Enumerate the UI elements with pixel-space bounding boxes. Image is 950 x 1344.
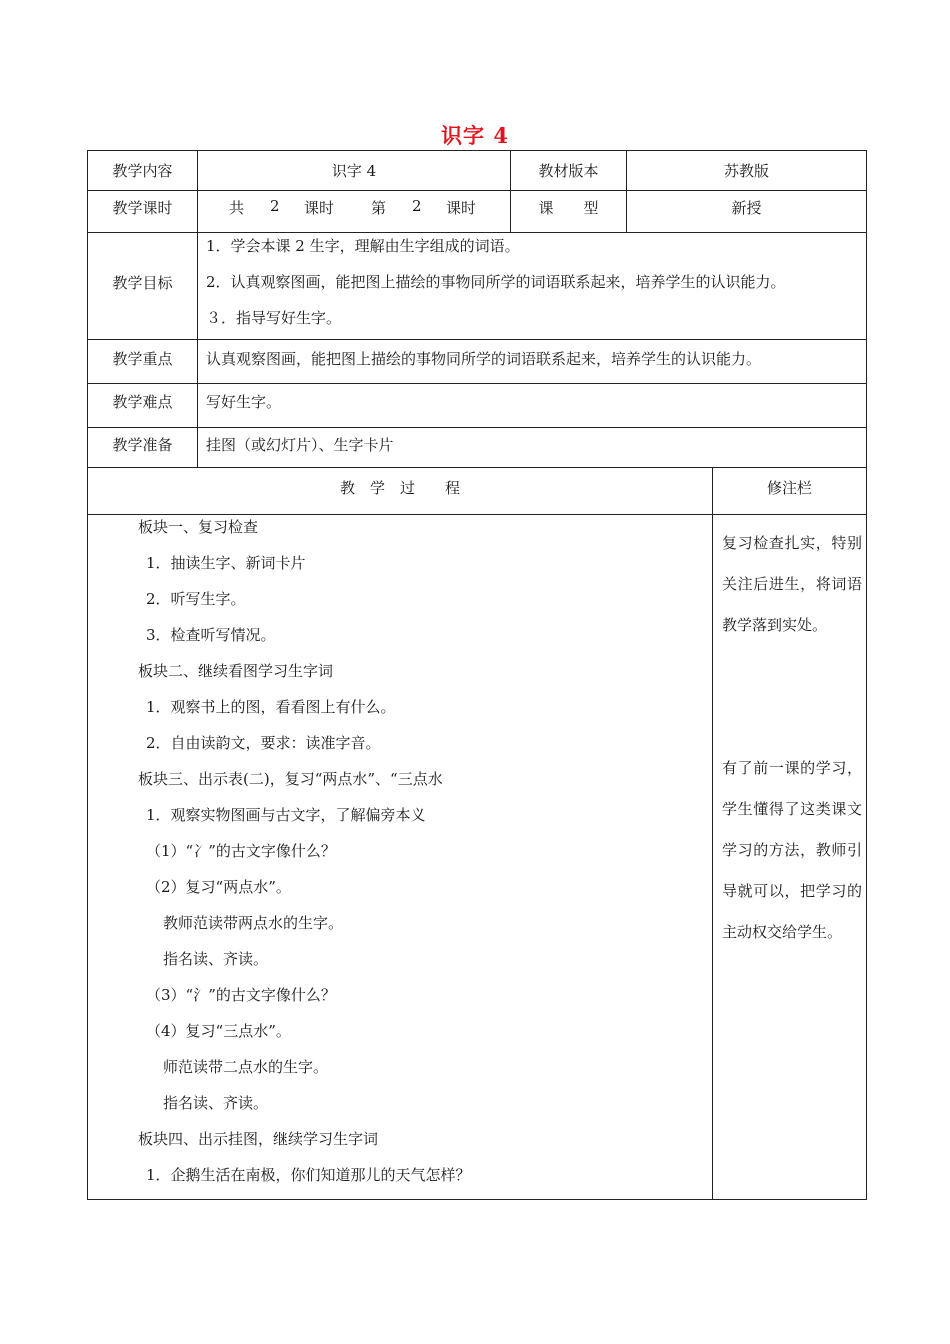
preparation-label: 教学准备	[112, 436, 173, 454]
col-divider	[197, 150, 198, 468]
table-border-bottom	[87, 1199, 867, 1200]
process-line: 师范读带二点水的生字。	[163, 1058, 329, 1076]
row-divider	[87, 383, 867, 384]
process-line: （3）“氵”的古文字像什么？	[146, 986, 336, 1004]
table-border-left	[87, 150, 88, 1200]
notes-header: 修注栏	[766, 479, 812, 497]
row-divider	[87, 514, 867, 515]
goal-item: ３．指导写好生字。	[206, 309, 342, 327]
content-value: 识字 4	[331, 162, 377, 180]
process-line: 板块一、复习检查	[138, 518, 259, 536]
process-line: 1．企鹅生活在南极，你们知道那儿的天气怎样？	[146, 1166, 471, 1184]
edition-label: 教材版本	[538, 162, 599, 180]
type-label: 课 型	[538, 199, 599, 217]
process-line: （1）“冫”的古文字像什么？	[146, 842, 336, 860]
row-divider	[87, 339, 867, 340]
process-line: 指名读、齐读。	[163, 1094, 269, 1112]
edition-value: 苏教版	[723, 162, 769, 180]
process-line: 板块四、出示挂图，继续学习生字词	[138, 1130, 379, 1148]
process-line: 教师范读带两点水的生字。	[163, 914, 344, 932]
process-line: 3．检查听写情况。	[146, 626, 276, 644]
hours-total: 2	[270, 197, 280, 215]
goals-label: 教学目标	[112, 274, 173, 292]
focus-label: 教学重点	[112, 350, 173, 368]
focus-value: 认真观察图画，能把图上描绘的事物同所学的词语联系起来，培养学生的认识能力。	[206, 350, 762, 368]
process-line: （4）复习“三点水”。	[146, 1022, 291, 1040]
hours-unit: 课时	[446, 199, 477, 217]
process-header: 教 学 过 程	[339, 479, 460, 497]
difficulty-label: 教学难点	[112, 393, 173, 411]
process-line: 2．自由读韵文，要求：读准字音。	[146, 734, 381, 752]
goal-item: 1．学会本课 2 生字，理解由生字组成的词语。	[206, 237, 520, 255]
table-border-top	[87, 150, 867, 151]
table-border-right	[866, 150, 867, 1200]
process-line: 1．抽读生字、新词卡片	[146, 554, 306, 572]
hours-index: 2	[412, 197, 422, 215]
row-divider	[87, 427, 867, 428]
type-value: 新授	[731, 199, 762, 217]
hours-index-prefix: 第	[371, 199, 387, 217]
row-divider	[87, 232, 867, 233]
note-text: 有了前一课的学习，学生懂得了这类课文学习的方法，教师引导就可以，把学习的主动权交给学生。	[722, 759, 862, 941]
process-line: 2．听写生字。	[146, 590, 246, 608]
difficulty-value: 写好生字。	[206, 393, 282, 411]
page-title: 识字 4	[441, 123, 509, 148]
process-line: 1．观察实物图画与古文字，了解偏旁本义	[146, 806, 426, 824]
content-label: 教学内容	[112, 162, 173, 180]
hours-label: 教学课时	[112, 199, 173, 217]
row-divider	[87, 190, 867, 191]
process-line: 1．观察书上的图，看看图上有什么。	[146, 698, 396, 716]
process-line: 板块二、继续看图学习生字词	[138, 662, 334, 680]
col-divider	[712, 467, 713, 1200]
hours-total-prefix: 共	[229, 199, 245, 217]
process-line: 指名读、齐读。	[163, 950, 269, 968]
goal-item: 2．认真观察图画，能把图上描绘的事物同所学的词语联系起来，培养学生的认识能力。	[206, 273, 786, 291]
process-line: 板块三、出示表(二)，复习“两点水”、“三点水	[138, 770, 443, 788]
process-line: （2）复习“两点水”。	[146, 878, 291, 896]
hours-unit: 课时	[304, 199, 335, 217]
row-divider	[87, 467, 867, 468]
note-text: 复习检查扎实，特别关注后进生，将词语教学落到实处。	[722, 534, 862, 634]
preparation-value: 挂图（或幻灯片）、生字卡片	[206, 436, 394, 454]
